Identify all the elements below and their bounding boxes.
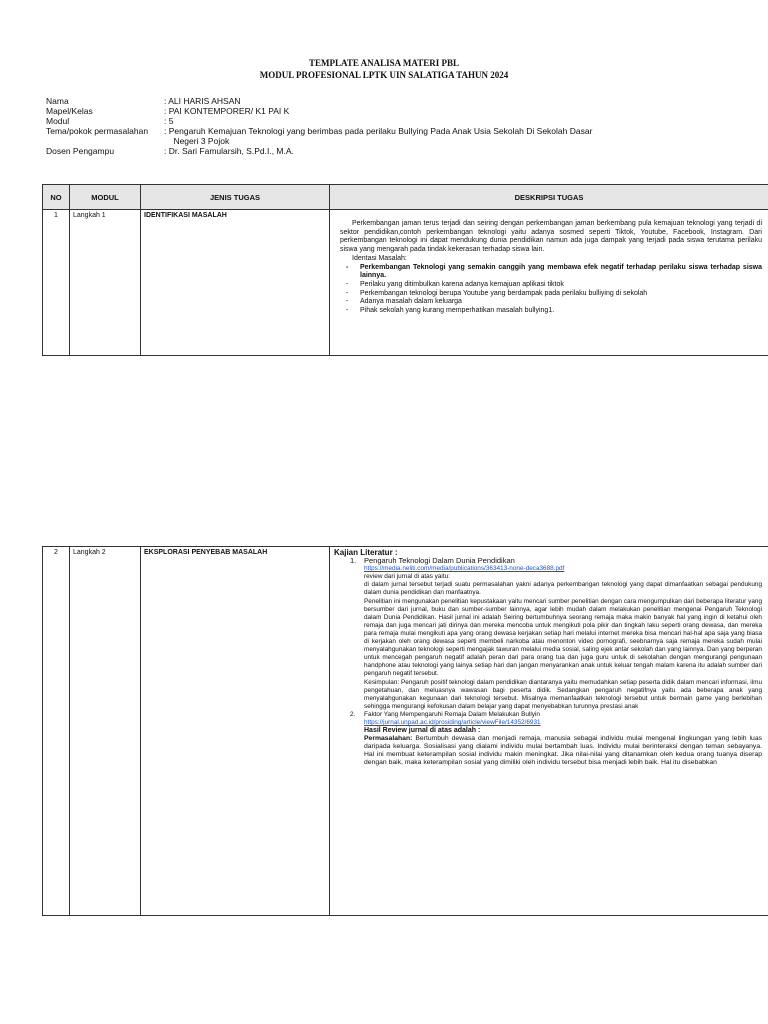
row-modul: Langkah 2 [70,547,141,916]
permasalahan-label: Permasalahan: [364,735,413,743]
meta-value: : Pengaruh Kemajuan Teknologi yang berimbas pada perilaku Bullying Pada Anak Usia Sekolah Di Sekolah Dasar [164,126,593,136]
hasil-review-heading: Hasil Review jurnal di atas adalah : [364,727,481,735]
meta-label [46,136,164,146]
meta-label: Nama [46,96,69,106]
deskripsi-clip [334,549,762,915]
list-item: - Perkembangan Teknologi yang semakin canggih yang membawa efek negatif terhadap perilaku siswa terhadap siswa lainnya. [360,264,762,281]
meta-value: : PAI KONTEMPORER/ K1 PAI K [164,106,290,116]
literature-item-2-title [334,711,762,719]
review-intro: review dari jurnal di atas yaitu: [364,573,450,581]
literature-link-1[interactable]: https://media.neliti.com/media/publications/363413-none-deca3688.pdf [364,565,565,573]
row-deskripsi [330,210,768,356]
meta-label: Tema/pokok permasalahan [46,126,149,136]
row-modul: Langkah 1 [70,210,141,356]
meta-value: Negeri 3 Pojok [164,136,230,146]
meta-label: Dosen Pengampu [46,146,115,156]
doc-title-2: MODUL PROFESIONAL LPTK UIN SALATIGA TAHUN 2024 [259,70,509,80]
row-deskripsi [330,547,768,916]
permasalahan-paragraph [334,735,762,767]
literature-item-1-title [334,557,762,565]
doc-title-1: TEMPLATE ANALISA MATERI PBL [309,58,459,68]
identasi-label: Identasi Masalah: [352,254,407,262]
list-item: - Adanya masalah dalam keluarga [360,298,762,307]
identifikasi-paragraph: Perkembangan jaman terus terjadi dan seiring dengan perkembangan jaman berkembang pula kemajuan teknologi yang terjadi di sektor pendidikan,contoh perkembangan teknologi yaitu adanya sosmed seperti Tiktok, Youtube, Facebook, Instagram. Dari perkembangan teknologi ini dapat mendukung dunia pendidikan namun ada juga dampak yang terjadi pada siswa terutama perilaku siswa yang mengarah pada tindak kekerasan terhadap siswa lain. [340,220,762,254]
row-no: 1 [43,210,70,356]
review-kesimpulan: Kesimpulan: Pengaruh positif teknologi dalam pendidikan diantaranya yaitu memudahkan setiap peserta didik dalam mencari informasi, ilmu pengetahuan, dan meluasnya wawasan bagi peserta didik. Sedangkan pengaruh negatifnya yaitu ada beberapa anak yang menyalahgunakan kegunaan dari teknologi tersebut. Misalnya memanfaatkan teknologi tersebut untuk bermain game yang berlebihan sehingga mengurangi kefokusan dalam belajar yang dapat menyebabkan turunnya prestasi anak [364,678,762,710]
meta-row-dosen [46,146,624,156]
meta-value: : Dr. Sari Famularsih, S.Pd.I., M.A. [164,146,294,156]
meta-label: Modul [46,116,70,126]
meta-label: Mapel/Kelas [46,106,93,116]
row-jenis-tugas: IDENTIFIKASI MASALAH [141,210,330,356]
permasalahan-text: Bertumbuh dewasa dan menjadi remaja, manusia sebagai individu mulai mengenal lingkungan yang lebih luas daripada keluarga. Sosialisasi yang dialami individu mulai bertambah luas. Individu mulai berinteraksi dengan teman sebayanya. Hal ini membuat keterampilan sosial individu makin meningkat. Jika nilai-nilai yang ditanamkan oleh kedua orang tuanya diserap dengan baik, maka keterampilan sosial yang dimiliki oleh individu tersebut bisa menjadi lebih baik. Hal itu disebabkan [364,735,762,767]
list-item: - Perkembangan teknologi berupa Youtube yang berdampak pada perilaku bulliying di sekolah [360,290,762,299]
header-deskripsi-tugas: DESKRIPSI TUGAS [330,185,768,210]
list-item: - Pihak sekolah yang kurang memperhatikan masalah bullying1. [360,307,762,316]
header-jenis-tugas: JENIS TUGAS [141,185,330,210]
task-table-2 [42,546,768,916]
item-number: 1. [350,556,357,566]
row-jenis-tugas: EKSPLORASI PENYEBAB MASALAH [141,547,330,916]
list-item: - Perilaku yang ditimbulkan karena adanya kemajuan aplikasi tiktok [360,281,762,290]
table-header-row [43,185,768,210]
header-modul: MODUL [70,185,141,210]
item-title: Faktor Yang Mempengaruhi Remaja Dalam Melakukan Bullyin [364,710,540,718]
task-table-1 [42,184,768,356]
meta-value: : ALI HARIS AHSAN [164,96,241,106]
review-paragraph-2: Penelitian ini mengunakan penelitian kepustakaan yaitu mencari sumber penelitian dengan cara mengumpulkan dari beberapa literatur yang bersumber dari jurnal, buku dan sumber-sumber lainnya, agar lebih mudah dalam melakukan penelitian mengenai Pengaruh Teknologi dalam Dunia Pendidikan. Hasil jurnal ini adalah Seiring bertumbuhnya seorang remaja maka makin banyak hal yang ingin di ketahui oleh remaja dan juga mencari jati dirinya dan mereka mencoba untuk mengikuti pola pikir dan tingkah laku seperti orang dewasa, dan mereka para remaja mulai mengikuti apa yang orang dewasa kerjakan setiap hari melalui internet mereka bisa mencari hal-hal apa saja yang biasa di kerjakan oleh orang dewasa seperti membeli narkoba atau menonton video pornografi, seebnarnya saja remaja mereka sudah mulai menyalahgunakan teknologi seperti mengajak tawuran melalui media sosial, saling ejek antar sekolah dan yang lainnya. Dan yang berperan untuk mencegah pengaruh negatif adalah peran dari para orang tua dan juga guru untuk di sekolahan dengan mengurangi pengunaan handphone atau teknologi yang lainya setiap hari dan jangan menyarankan anak untuk keluar tengah malam karena itu adalah sumber dari pengaruh negatif tersebut. [364,597,762,678]
meta-row-tema [46,126,624,136]
table-row [43,547,768,916]
item-title: Pengaruh Teknologi Dalam Dunia Pendidikan [364,556,515,566]
meta-row-modul [46,116,624,126]
meta-block [46,96,624,156]
table-row [43,210,768,356]
meta-row-tema-cont [46,136,624,146]
meta-row-nama [46,96,624,106]
header-no: NO [43,185,70,210]
identasi-list [340,264,762,316]
review-paragraph-1: di dalam jurnal tersebut terjadi suatu permasalahan yakni adanya perkembangan teknologi yang dapat dimanfaatkan sebagai pendukung dalam dunia pendidikan dan manfaatnya. [364,581,762,597]
meta-value: : 5 [164,116,174,126]
row-no: 2 [43,547,70,916]
kajian-literatur-heading: Kajian Literatur : [334,549,398,557]
item-number: 2. [350,710,356,718]
literature-link-2[interactable]: https://jurnal.unpad.ac.id/prosiding/article/viewFile/14352/6931 [364,718,541,726]
meta-row-mapel [46,106,624,116]
